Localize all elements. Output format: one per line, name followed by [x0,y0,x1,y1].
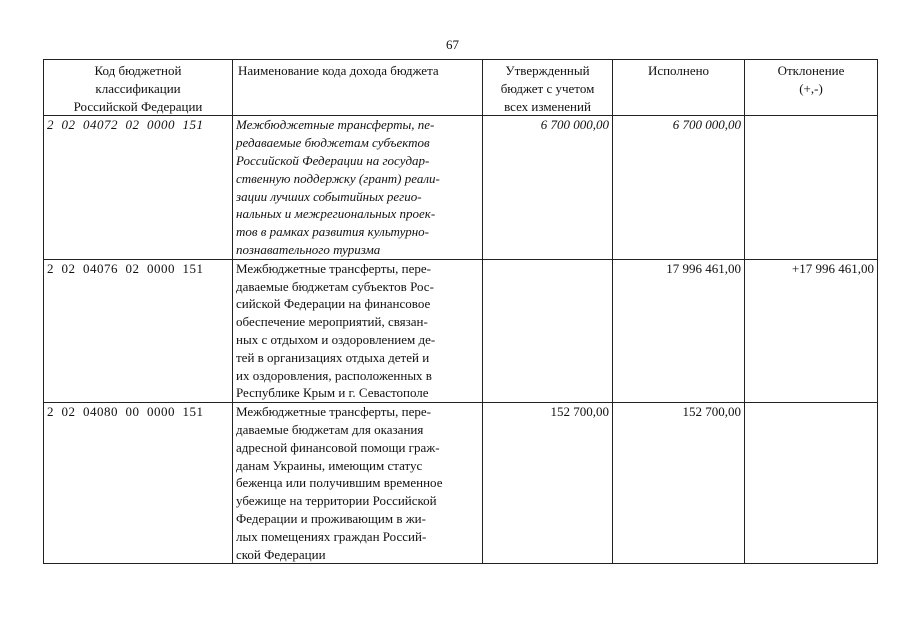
cell-executed: 17 996 461,00 [613,259,745,402]
header-approved: Утвержденный бюджет с учетом всех изменений [483,60,613,116]
cell-code: 2 02 04076 02 0000 151 [44,259,233,402]
cell-deviation [745,116,878,259]
cell-deviation: +17 996 461,00 [745,259,878,402]
budget-revenue-table [43,59,878,564]
cell-code: 2 02 04072 02 0000 151 [44,116,233,259]
header-code: Код бюджетной классификации Российской Федерации [44,60,233,116]
cell-code: 2 02 04080 00 0000 151 [44,403,233,564]
page-number: 67 [446,37,459,52]
table-row [44,116,878,259]
cell-name: Межбюджетные трансферты, пере- даваемые бюджетам субъектов Рос- сийской Федерации на финансовое обеспечение мероприятий, связан- ных с отдыхом и оздоровлением де- тей в организациях отдыха детей и их оздоровления, расположенных в Республике Крым и г. Севастополе [233,259,483,402]
cell-approved: 6 700 000,00 [483,116,613,259]
cell-executed: 152 700,00 [613,403,745,564]
cell-deviation [745,403,878,564]
table-row [44,403,878,564]
header-executed: Исполнено [613,60,745,116]
cell-approved [483,259,613,402]
table-header-row [44,60,878,116]
header-deviation: Отклонение (+,-) [745,60,878,116]
cell-name: Межбюджетные трансферты, пере- даваемые бюджетам для оказания адресной финансовой помощи граж- данам Украины, имеющим статус беженца или получившим временное убежище на территории Российской Федерации и проживающим в жи- лых помещениях граждан Россий- ской Федерации [233,403,483,564]
cell-name: Межбюджетные трансферты, пе- редаваемые бюджетам субъектов Российской Федерации на государ- ственную поддержку (грант) реали- зации лучших событийных регио- нальных и межрегиональных проек- тов в рамках развития культурно- познавательного туризма [233,116,483,259]
header-name: Наименование кода дохода бюджета [233,60,483,116]
cell-approved: 152 700,00 [483,403,613,564]
cell-executed: 6 700 000,00 [613,116,745,259]
table-row [44,259,878,402]
